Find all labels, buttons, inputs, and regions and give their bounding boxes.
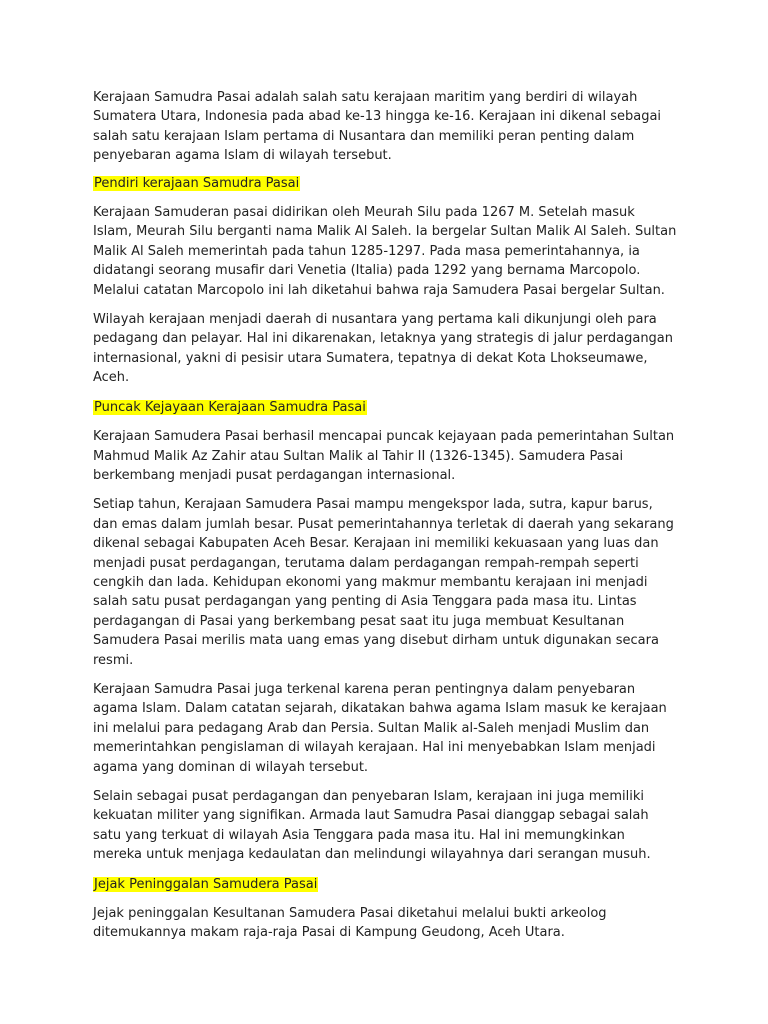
paragraph-peak-3: Kerajaan Samudra Pasai juga terkenal karena peran pentingnya dalam penyebaran agama Islam. Dalam catatan sejarah, dikatakan bahwa agama Islam masuk ke kerajaan ini melalui para pedagang Arab dan Persia. Sultan Malik al-Saleh menjadi Muslim dan memerintahkan pengislaman di wilayah kerajaan. Hal ini menyebabkan Islam menjadi agama yang dominan di wilayah tersebut. — [93, 681, 667, 775]
paragraph-legacy-1: Jejak peninggalan Kesultanan Samudera Pasai diketahui melalui bukti arkeolog ditemukannya makam raja-raja Pasai di Kampung Geudong, Aceh Utara. — [93, 906, 607, 941]
paragraph-peak-1: Kerajaan Samudera Pasai berhasil mencapai puncak kejayaan pada pemerintahan Sultan Mahmud Malik Az Zahir atau Sultan Malik al Tahir II (1326-1345). Samudera Pasai berkembang menjadi pusat perdagangan internasional. — [93, 429, 675, 483]
section-heading-label: Jejak Peninggalan Samudera Pasai — [94, 876, 318, 892]
section-heading-label: Pendiri kerajaan Samudra Pasai — [94, 175, 300, 191]
intro-paragraph: Kerajaan Samudra Pasai adalah salah satu kerajaan maritim yang berdiri di wilayah Sumatera Utara, Indonesia pada abad ke-13 hingga ke-16. Kerajaan ini dikenal sebagai salah satu kerajaan Islam pertama di Nusantara dan memiliki peran penting dalam penyebaran agama Islam di wilayah tersebut. — [93, 90, 662, 164]
paragraph-founder-1: Kerajaan Samuderan pasai didirikan oleh Meurah Silu pada 1267 M. Setelah masuk Islam, Meurah Silu berganti nama Malik Al Saleh. Ia bergelar Sultan Malik Al Saleh. Sultan Malik Al Saleh memerintah pada tahun 1285-1297. Pada masa pemerintahannya, ia didatangi seorang musafir dari Venetia (Italia) pada 1292 yang bernama Marcopolo. Melalui catatan Marcopolo ini lah diketahui bahwa raja Samudera Pasai bergelar Sultan. — [93, 205, 677, 298]
section-heading-founder — [93, 174, 677, 193]
section-heading-peak — [93, 398, 677, 417]
paragraph-peak-4: Selain sebagai pusat perdagangan dan penyebaran Islam, kerajaan ini juga memiliki kekuatan militer yang signifikan. Armada laut Samudra Pasai dianggap sebagai salah satu yang terkuat di wilayah Asia Tenggara pada masa itu. Hal ini memungkinkan mereka untuk menjaga kedaulatan dan melindungi wilayahnya dari serangan musuh. — [93, 789, 651, 863]
paragraph-founder-2: Wilayah kerajaan menjadi daerah di nusantara yang pertama kali dikunjungi oleh para pedagang dan pelayar. Hal ini dikarenakan, letaknya yang strategis di jalur perdagangan internasional, yakni di pesisir utara Sumatera, tepatnya di dekat Kota Lhokseumawe, Aceh. — [93, 312, 674, 386]
section-heading-legacy — [93, 875, 677, 894]
paragraph-peak-2: Setiap tahun, Kerajaan Samudera Pasai mampu mengekspor lada, sutra, kapur barus, dan emas dalam jumlah besar. Pusat pemerintahannya terletak di daerah yang sekarang dikenal sebagai Kabupaten Aceh Besar. Kerajaan ini memiliki kekuasaan yang luas dan menjadi pusat perdagangan, terutama dalam perdagangan rempah-rempah seperti cengkih dan lada. Kehidupan ekonomi yang makmur membantu kerajaan ini menjadi salah satu pusat perdagangan yang penting di Asia Tenggara pada masa itu. Lintas perdagangan di Pasai yang berkembang pesat saat itu juga membuat Kesultanan Samudera Pasai merilis mata uang emas yang disebut dirham untuk digunakan secara resmi. — [93, 497, 674, 668]
document-page — [93, 88, 677, 953]
section-heading-label: Puncak Kejayaan Kerajaan Samudra Pasai — [94, 399, 366, 415]
